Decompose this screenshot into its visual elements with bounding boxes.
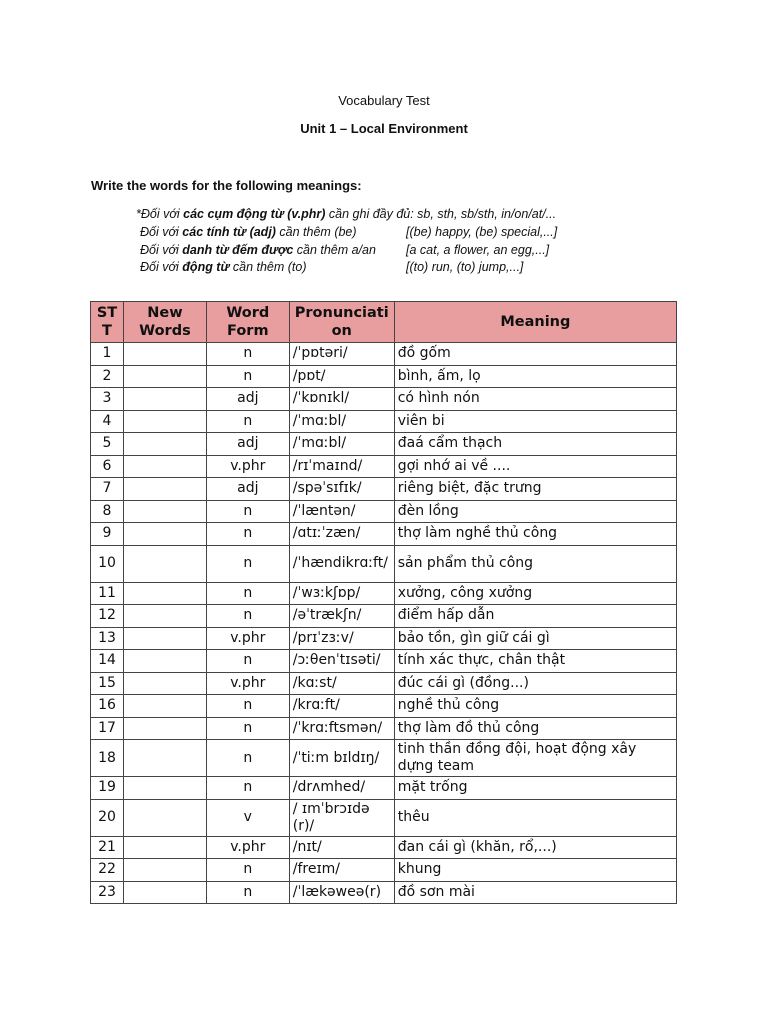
stt-cell: 8 [91, 500, 124, 523]
stt-cell: 13 [91, 627, 124, 650]
table-row [91, 582, 677, 605]
stt-cell: 12 [91, 605, 124, 628]
instruction-text: Write the words for the following meanings: [91, 178, 362, 193]
word-form-cell: v.phr [206, 627, 289, 650]
header-pronunciation: Pronunciati on [289, 302, 394, 343]
pronunciation-cell: /freɪm/ [289, 859, 394, 882]
meaning-cell: đan cái gì (khăn, rổ,...) [394, 836, 676, 859]
pronunciation-cell: /drʌmhed/ [289, 777, 394, 800]
meaning-cell: bảo tồn, gìn giữ cái gì [394, 627, 676, 650]
word-form-cell: adj [206, 478, 289, 501]
note-line: *Đối với các cụm động từ (v.phr) cần ghi đầy đủ: sb, sth, sb/sth, in/on/at/... [136, 207, 557, 221]
meaning-cell: đúc cái gì (đồng...) [394, 672, 676, 695]
table-row [91, 672, 677, 695]
new-word-cell[interactable] [123, 500, 206, 523]
table-row [91, 695, 677, 718]
word-form-cell: n [206, 717, 289, 740]
table-row [91, 455, 677, 478]
meaning-cell: riêng biệt, đặc trưng [394, 478, 676, 501]
word-form-cell: n [206, 605, 289, 628]
new-word-cell[interactable] [123, 672, 206, 695]
new-word-cell[interactable] [123, 881, 206, 904]
table-row [91, 478, 677, 501]
note-line: Đối với các tính từ (adj) cần thêm (be) [(be) happy, (be) special,...] [136, 224, 557, 242]
meaning-cell: điểm hấp dẫn [394, 605, 676, 628]
word-form-cell: n [206, 650, 289, 673]
stt-cell: 7 [91, 478, 124, 501]
new-word-cell[interactable] [123, 343, 206, 366]
word-form-cell: n [206, 859, 289, 882]
word-form-cell: n [206, 695, 289, 718]
pronunciation-cell: /prɪˈzɜːv/ [289, 627, 394, 650]
stt-cell: 6 [91, 455, 124, 478]
new-word-cell[interactable] [123, 650, 206, 673]
new-word-cell[interactable] [123, 605, 206, 628]
meaning-cell: thợ làm đồ thủ công [394, 717, 676, 740]
pronunciation-cell: /spəˈsɪfɪk/ [289, 478, 394, 501]
note-example: [(be) happy, (be) special,...] [406, 224, 558, 239]
stt-cell: 3 [91, 388, 124, 411]
stt-cell: 5 [91, 433, 124, 456]
stt-cell: 21 [91, 836, 124, 859]
stt-cell: 22 [91, 859, 124, 882]
pronunciation-cell: /ɔːθenˈtɪsəti/ [289, 650, 394, 673]
new-word-cell[interactable] [123, 478, 206, 501]
stt-cell: 20 [91, 799, 124, 836]
table-row [91, 799, 677, 836]
table-row [91, 433, 677, 456]
new-word-cell[interactable] [123, 388, 206, 411]
meaning-cell: xưởng, công xưởng [394, 582, 676, 605]
word-form-cell: n [206, 410, 289, 433]
note-line: Đối với động từ cần thêm (to) [(to) run, (to) jump,...] [136, 259, 557, 277]
table-row [91, 740, 677, 777]
notes-block [136, 206, 557, 277]
word-form-cell: v.phr [206, 455, 289, 478]
word-form-cell: v [206, 799, 289, 836]
word-form-cell: n [206, 582, 289, 605]
table-row [91, 343, 677, 366]
pronunciation-cell: /ˈlæntən/ [289, 500, 394, 523]
header-word-form: Word Form [206, 302, 289, 343]
meaning-cell: mặt trống [394, 777, 676, 800]
table-row [91, 545, 677, 582]
meaning-cell: đồ sơn mài [394, 881, 676, 904]
meaning-cell: tinh thần đồng đội, hoạt động xây dựng team [394, 740, 676, 777]
word-form-cell: adj [206, 388, 289, 411]
header-meaning: Meaning [394, 302, 676, 343]
stt-cell: 4 [91, 410, 124, 433]
pronunciation-cell: /ˈkrɑːftsmən/ [289, 717, 394, 740]
note-example: [(to) run, (to) jump,...] [406, 260, 524, 275]
table-row [91, 881, 677, 904]
table-row [91, 410, 677, 433]
stt-cell: 14 [91, 650, 124, 673]
pronunciation-cell: / ɪmˈbrɔɪdə(r)/ [289, 799, 394, 836]
pronunciation-cell: /krɑːft/ [289, 695, 394, 718]
stt-cell: 19 [91, 777, 124, 800]
new-word-cell[interactable] [123, 433, 206, 456]
pronunciation-cell: /ˈmɑːbl/ [289, 433, 394, 456]
pronunciation-cell: /pɒt/ [289, 365, 394, 388]
note-example: [a cat, a flower, an egg,...] [406, 242, 550, 257]
table-header-row [91, 302, 677, 343]
pronunciation-cell: /ˈhændikrɑːft/ [289, 545, 394, 582]
document-title: Vocabulary Test [338, 93, 430, 108]
table-row [91, 605, 677, 628]
stt-cell: 23 [91, 881, 124, 904]
table-row [91, 388, 677, 411]
pronunciation-cell: /ˈmɑːbl/ [289, 410, 394, 433]
table-row [91, 627, 677, 650]
stt-cell: 16 [91, 695, 124, 718]
new-word-cell[interactable] [123, 455, 206, 478]
word-form-cell: n [206, 545, 289, 582]
header-stt: ST T [91, 302, 124, 343]
pronunciation-cell: /rɪˈmaɪnd/ [289, 455, 394, 478]
pronunciation-cell: /ˈwɜːkʃɒp/ [289, 582, 394, 605]
new-word-cell[interactable] [123, 695, 206, 718]
word-form-cell: n [206, 365, 289, 388]
pronunciation-cell: /ˈpɒtəri/ [289, 343, 394, 366]
new-word-cell[interactable] [123, 582, 206, 605]
table-row [91, 777, 677, 800]
meaning-cell: viên bi [394, 410, 676, 433]
meaning-cell: nghề thủ công [394, 695, 676, 718]
meaning-cell: đồ gốm [394, 343, 676, 366]
meaning-cell: tính xác thực, chân thật [394, 650, 676, 673]
document-subtitle: Unit 1 – Local Environment [300, 121, 468, 136]
word-form-cell: n [206, 881, 289, 904]
meaning-cell: thợ làm nghề thủ công [394, 523, 676, 546]
pronunciation-cell: /ˈtiːm bɪldɪŋ/ [289, 740, 394, 777]
table-row [91, 717, 677, 740]
stt-cell: 10 [91, 545, 124, 582]
word-form-cell: n [206, 777, 289, 800]
pronunciation-cell: /ˈlækəweə(r) [289, 881, 394, 904]
word-form-cell: n [206, 500, 289, 523]
pronunciation-cell: /əˈtrækʃn/ [289, 605, 394, 628]
stt-cell: 17 [91, 717, 124, 740]
note-line: Đối với danh từ đếm được cần thêm a/an [a cat, a flower, an egg,...] [136, 242, 557, 260]
meaning-cell: đèn lồng [394, 500, 676, 523]
table-row [91, 500, 677, 523]
meaning-cell: khung [394, 859, 676, 882]
new-word-cell[interactable] [123, 523, 206, 546]
meaning-cell: đaá cẩm thạch [394, 433, 676, 456]
pronunciation-cell: /ɑtɪːˈzæn/ [289, 523, 394, 546]
new-word-cell[interactable] [123, 859, 206, 882]
new-word-cell[interactable] [123, 627, 206, 650]
stt-cell: 9 [91, 523, 124, 546]
stt-cell: 2 [91, 365, 124, 388]
table-row [91, 836, 677, 859]
new-word-cell[interactable] [123, 717, 206, 740]
word-form-cell: n [206, 343, 289, 366]
word-form-cell: n [206, 523, 289, 546]
stt-cell: 11 [91, 582, 124, 605]
meaning-cell: bình, ấm, lọ [394, 365, 676, 388]
vocabulary-table [90, 301, 677, 904]
stt-cell: 18 [91, 740, 124, 777]
word-form-cell: v.phr [206, 836, 289, 859]
word-form-cell: v.phr [206, 672, 289, 695]
new-word-cell[interactable] [123, 545, 206, 582]
meaning-cell: sản phẩm thủ công [394, 545, 676, 582]
table-row [91, 859, 677, 882]
table-row [91, 523, 677, 546]
new-word-cell[interactable] [123, 365, 206, 388]
table-row [91, 365, 677, 388]
table-body [91, 343, 677, 904]
stt-cell: 1 [91, 343, 124, 366]
new-word-cell[interactable] [123, 740, 206, 777]
new-word-cell[interactable] [123, 777, 206, 800]
meaning-cell: gợi nhớ ai về .... [394, 455, 676, 478]
new-word-cell[interactable] [123, 410, 206, 433]
word-form-cell: adj [206, 433, 289, 456]
new-word-cell[interactable] [123, 836, 206, 859]
new-word-cell[interactable] [123, 799, 206, 836]
meaning-cell: có hình nón [394, 388, 676, 411]
pronunciation-cell: /nɪt/ [289, 836, 394, 859]
header-new-words: New Words [123, 302, 206, 343]
pronunciation-cell: /kɑːst/ [289, 672, 394, 695]
word-form-cell: n [206, 740, 289, 777]
stt-cell: 15 [91, 672, 124, 695]
pronunciation-cell: /ˈkɒnɪkl/ [289, 388, 394, 411]
meaning-cell: thêu [394, 799, 676, 836]
table-row [91, 650, 677, 673]
